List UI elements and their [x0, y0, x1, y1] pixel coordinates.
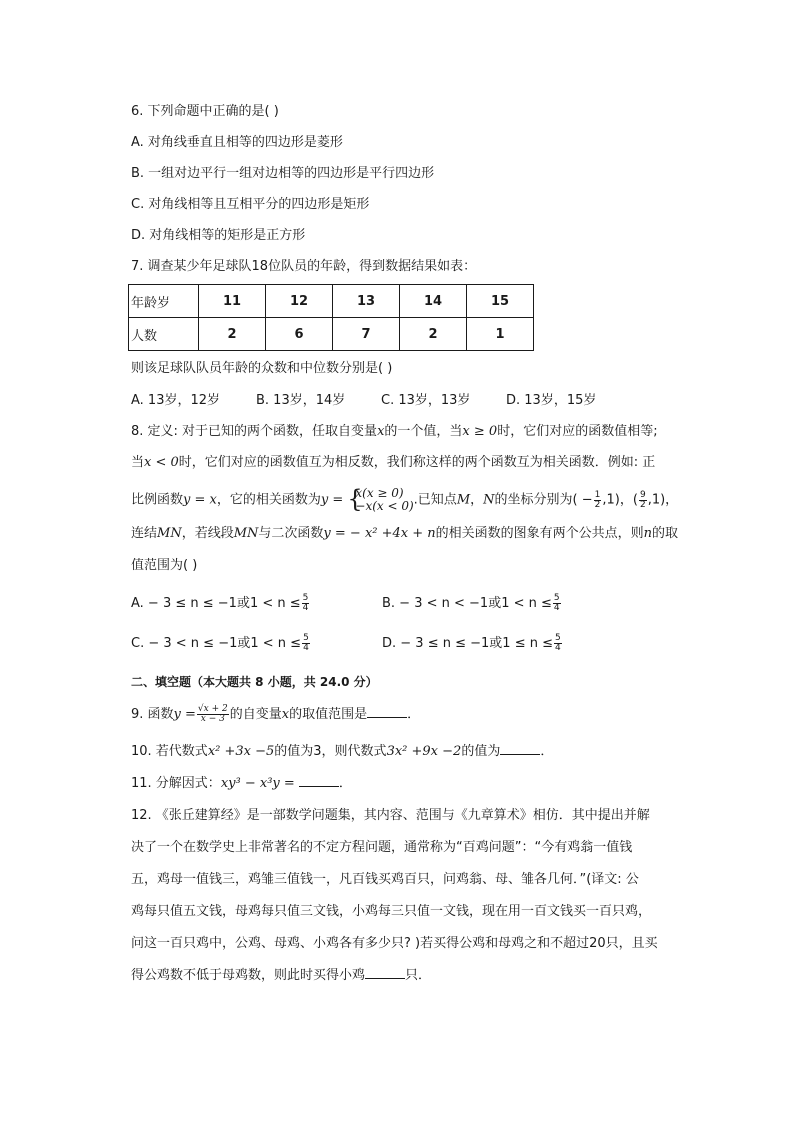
fraction: $\frac{5}{4}$ — [303, 633, 309, 653]
table-row — [129, 318, 534, 351]
table-cell: 6 — [266, 318, 333, 351]
q8-line-5: 值范围为( ) — [131, 558, 198, 573]
q12-line-6: 得公鸡数不低于母鸡数，则此时买得小鸡 只． — [131, 968, 432, 983]
q7-option-d: D. 13岁，15岁 — [506, 393, 597, 408]
q8-line-3: 比例函数y = x，它的相关函数为y = { x(x ≥ 0) −x(x < 0) .已知点M，N的坐标分别为( − $\frac{1}{2}$ ,1)，( $\frac{9}{2}$ ,1)， — [131, 485, 679, 513]
table-cell: 15 — [467, 285, 534, 318]
q8-option-d: D. − 3 ≤ n ≤ −1或1 ≤ n ≤ $\frac{5}{4}$ — [382, 633, 561, 653]
q9-line: 9. 函数y = $\frac{√x + 2}{x - 3}$ 的自变量x的取值范围是 ． — [131, 704, 421, 724]
table-cell: 2 — [199, 318, 266, 351]
brace-symbol: { — [347, 485, 363, 513]
table-cell: 11 — [199, 285, 266, 318]
answer-blank — [365, 966, 405, 979]
q10-line: 10. 若代数式x² +3x −5的值为3，则代数式3x² +9x −2的值为 ． — [131, 744, 554, 759]
table-cell: 12 — [266, 285, 333, 318]
q11-line: 11. 分解因式：xy³ − x³y = ． — [131, 776, 352, 791]
q6-option-c: C. 对角线相等且互相平分的四边形是矩形 — [131, 197, 370, 212]
q7-stem: 7. 调查某少年足球队18位队员的年龄，得到数据结果如表： — [131, 259, 477, 274]
table-cell: 1 — [467, 318, 534, 351]
fraction: $\frac{5}{4}$ — [302, 593, 309, 613]
q12-line-4: 鸡每只值五文钱，母鸡每只值三文钱，小鸡每三只值一文钱，现在用一百文钱买一百只鸡， — [131, 904, 652, 919]
q6-option-b: B. 一组对边平行一组对边相等的四边形是平行四边形 — [131, 166, 435, 181]
table-cell: 2 — [400, 318, 467, 351]
age-table — [128, 284, 534, 351]
table-row — [129, 285, 534, 318]
fraction: $\frac{5}{4}$ — [553, 593, 560, 613]
fraction: $\frac{1}{2}$ — [594, 489, 601, 510]
q8-line-4: 连结MN，若线段MN与二次函数y = − x² +4x + n的相关函数的图象有两个公共点，则n的取 — [131, 526, 679, 541]
q8-line-2: 当x < 0时，它们对应的函数值互为相反数，我们称这样的两个函数互为相关函数．例如: 正 — [131, 455, 656, 470]
fraction: $\frac{9}{2}$ — [639, 489, 646, 510]
table-header-count: 人数 — [129, 318, 199, 351]
answer-blank — [500, 742, 540, 755]
piecewise-function: { x(x ≥ 0) −x(x < 0) — [347, 485, 414, 513]
q12-line-1: 12. 《张丘建算经》是一部数学问题集，其内容、范围与《九章算术》相仿．其中提出并解 — [131, 808, 650, 823]
q6-option-a: A. 对角线垂直且相等的四边形是菱形 — [131, 135, 343, 150]
q7-option-b: B. 13岁，14岁 — [256, 393, 346, 408]
q8-option-c: C. − 3 < n ≤ −1或1 < n ≤ $\frac{5}{4}$ — [131, 633, 309, 653]
q7-option-c: C. 13岁，13岁 — [381, 393, 471, 408]
q7-option-a: A. 13岁，12岁 — [131, 393, 221, 408]
table-cell: 14 — [400, 285, 467, 318]
fraction: $\frac{√x + 2}{x - 3}$ — [197, 704, 228, 724]
q6-option-d: D. 对角线相等的矩形是正方形 — [131, 228, 306, 243]
q7-question: 则该足球队队员年龄的众数和中位数分别是( ) — [131, 361, 393, 376]
table-cell: 13 — [333, 285, 400, 318]
table-header-age: 年龄岁 — [129, 285, 199, 318]
table-cell: 7 — [333, 318, 400, 351]
q12-line-2: 决了一个在数学史上非常著名的不定方程问题，通常称为“百鸡问题”：“今有鸡翁一值钱 — [131, 840, 633, 855]
q6-stem: 6. 下列命题中正确的是( ) — [131, 104, 279, 119]
q8-option-a: A. − 3 ≤ n ≤ −1或1 < n ≤ $\frac{5}{4}$ — [131, 593, 309, 613]
section-title: 二、填空题（本大题共 8 小题，共 24.0 分） — [131, 675, 378, 689]
q8-option-b: B. − 3 < n < −1或1 < n ≤ $\frac{5}{4}$ — [382, 593, 560, 613]
answer-blank — [299, 774, 339, 787]
q12-line-3: 五，鸡母一值钱三，鸡雏三值钱一，凡百钱买鸡百只，问鸡翁、母、雏各几何．”(译文: 公 — [131, 872, 639, 887]
q12-line-5: 问这一百只鸡中，公鸡、母鸡、小鸡各有多少只? )若买得公鸡和母鸡之和不超过20只，且买 — [131, 936, 658, 951]
fraction: $\frac{5}{4}$ — [554, 633, 561, 653]
q8-line-1: 8. 定义: 对于已知的两个函数，任取自变量x的一个值，当x ≥ 0时，它们对应的函数值相等; — [131, 424, 658, 439]
answer-blank — [367, 705, 407, 718]
